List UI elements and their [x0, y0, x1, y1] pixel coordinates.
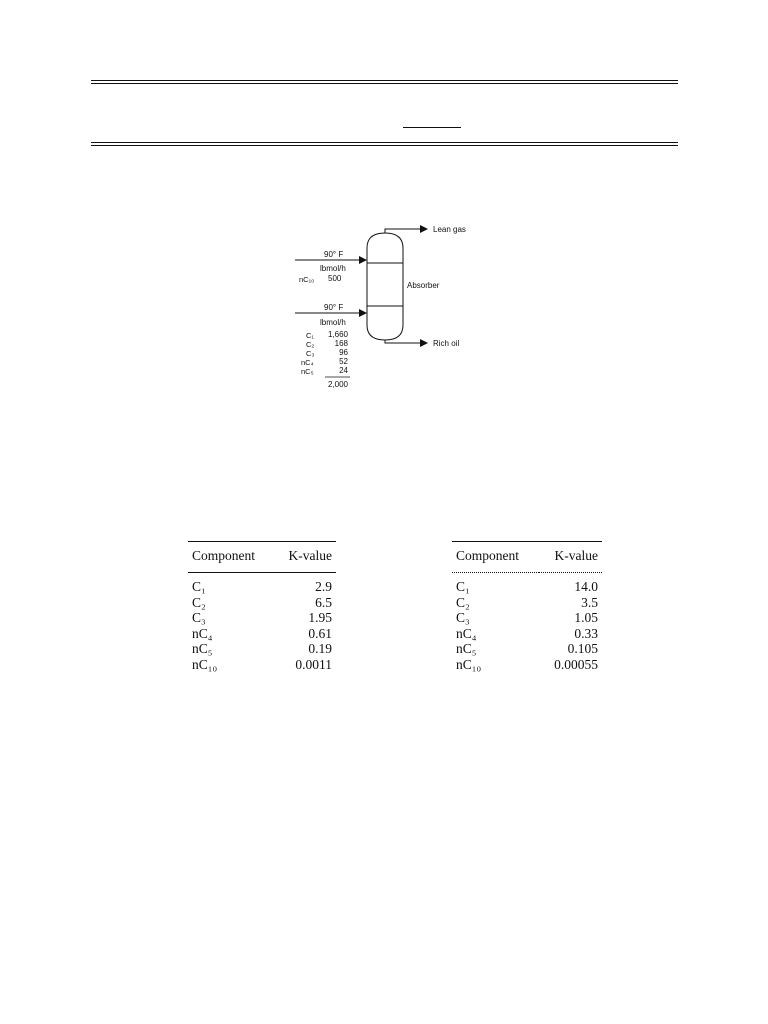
absorber-vessel: [367, 233, 403, 340]
gas-feed-total: 2,000: [327, 380, 348, 389]
gas-component-flow: 168: [334, 339, 348, 348]
k-value-cell: 0.105: [567, 641, 598, 656]
k-value-cell: 14.0: [574, 579, 598, 594]
k-value-cell: 6.5: [315, 594, 332, 610]
absorber-diagram: [295, 218, 505, 398]
bottom-rule-1: [91, 142, 678, 143]
table-row: [452, 610, 602, 626]
table-row: [188, 595, 336, 611]
table-row: [452, 641, 602, 657]
gas-feed-temperature: 90° F: [324, 303, 344, 312]
component-header: Component: [456, 548, 519, 563]
k-value-cell: 1.95: [308, 610, 332, 625]
k-value-cell: 0.61: [308, 625, 332, 641]
table-header-row: [452, 542, 602, 573]
component-cell: C₂: [192, 594, 206, 610]
k-value-cell: 0.0011: [295, 656, 332, 672]
component-cell: nC₅: [456, 641, 477, 656]
k-value-table-right: [452, 541, 602, 672]
blank-line: [403, 127, 461, 128]
component-cell: nC₁₀: [192, 656, 218, 672]
bottom-rule-2: [91, 145, 678, 146]
component-cell: C₁: [456, 579, 470, 594]
gas-feed-units: lbmol/h: [320, 318, 346, 327]
gas-component-name: C₃: [306, 349, 315, 358]
rich-oil-label: Rich oil: [433, 339, 460, 348]
k-value-header: K-value: [288, 548, 332, 563]
lean-gas-label: Lean gas: [433, 225, 466, 234]
component-cell: C₃: [456, 610, 470, 625]
gas-component-name: C₁: [306, 331, 314, 340]
table-header-row: [188, 542, 336, 573]
gas-component-flow: 24: [339, 366, 348, 375]
k-value-header: K-value: [554, 548, 598, 563]
oil-feed-temperature: 90° F: [324, 250, 344, 259]
component-cell: nC₁₀: [456, 656, 482, 672]
table-row: [452, 626, 602, 642]
gas-component-name: nC₄: [301, 358, 314, 367]
component-cell: C₂: [456, 594, 470, 610]
component-cell: nC₄: [456, 625, 477, 641]
table-row: [188, 573, 336, 595]
gas-component-flow: 96: [339, 348, 348, 357]
table-row: [188, 626, 336, 642]
table-row: [188, 610, 336, 626]
k-value-cell: 2.9: [315, 579, 332, 594]
lean-gas-line: [385, 229, 427, 233]
component-cell: nC₄: [192, 625, 213, 641]
absorber-label: Absorber: [407, 281, 440, 290]
k-value-cell: 0.00055: [554, 656, 598, 672]
rich-oil-line: [385, 340, 427, 343]
table-row: [188, 641, 336, 657]
gas-component-flow: 1,660: [327, 330, 348, 339]
k-value-table-left: [188, 541, 336, 672]
oil-feed-flow: 500: [328, 274, 342, 283]
top-rule-2: [91, 83, 678, 84]
k-value-cell: 0.33: [574, 625, 598, 641]
component-cell: C₁: [192, 579, 206, 594]
k-value-cell: 1.05: [574, 610, 598, 625]
gas-component-flow: 52: [339, 357, 348, 366]
component-cell: C₃: [192, 610, 206, 625]
k-value-cell: 3.5: [581, 594, 598, 610]
k-value-cell: 0.19: [308, 641, 332, 656]
table-row: [188, 657, 336, 673]
table-row: [452, 657, 602, 673]
component-cell: nC₅: [192, 641, 213, 656]
table-row: [452, 573, 602, 595]
table-row: [452, 595, 602, 611]
gas-component-name: nC₅: [301, 367, 314, 376]
component-header: Component: [192, 548, 255, 563]
top-rule-1: [91, 80, 678, 81]
gas-component-name: C₂: [306, 340, 315, 349]
oil-feed-units: lbmol/h: [320, 264, 346, 273]
oil-feed-component: nC₁₀: [299, 275, 315, 284]
